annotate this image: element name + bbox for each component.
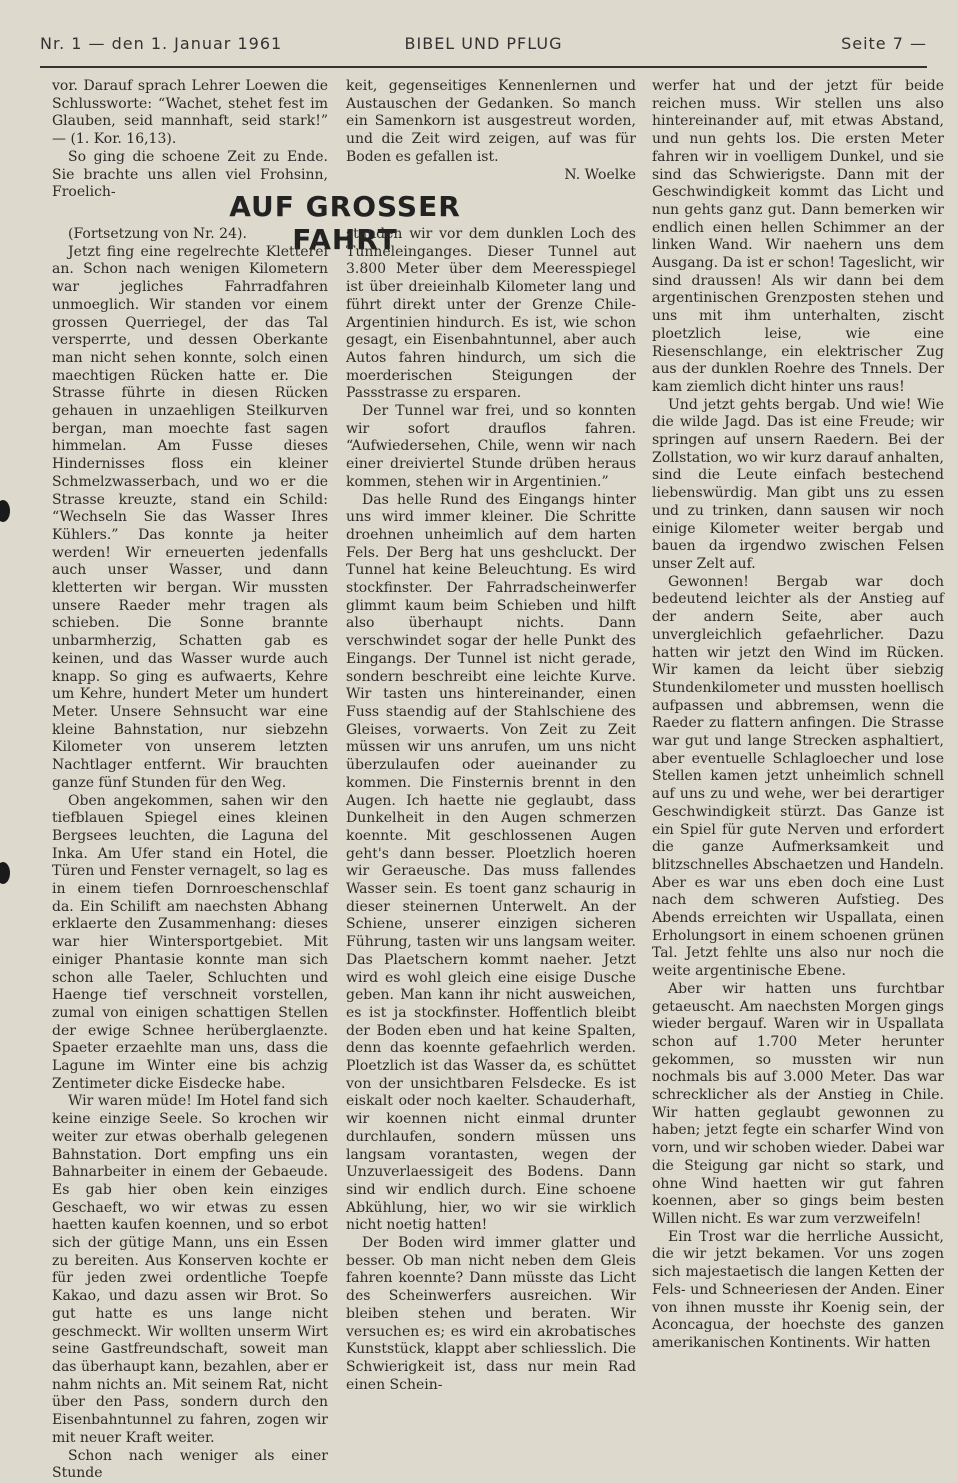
page-number: Seite 7 — bbox=[841, 34, 927, 53]
author-signature: N. Woelke bbox=[564, 166, 636, 183]
paragraph: keit, gegenseitiges Kennenlernen und Austauschen der Gedanken. So manch ein Samenkorn ist ausgestreut worden, und die Zeit wird zeigen, auf was für Boden es gefallen ist. bbox=[346, 78, 636, 165]
issue-date: Nr. 1 — den 1. Januar 1961 bbox=[40, 34, 283, 53]
paragraph: Oben angekommen, sahen wir den tiefblauen Spiegel eines kleinen Bergsees leuchten, die Laguna del Inka. Am Ufer stand ein Hotel, die Türen und Fenster vernagelt, so lag es in einem tiefen Dornroeschenschlaf da. Ein Schilift am naechsten Abhang erklaerte den Zusammenhang: dieses war hier Wintersportgebiet. Mit einiger Phantasie konnte man sich schon alle Taeler, Schluchten und Haenge tief verschneit vorstellen, zumal von einigen schattigen Stellen der ewige Schnee herüberglaenzte. Spaeter erzaehlte man uns, dass die Lagune im Winter eine bis achzig Zentimeter dicke Eisdecke habe. bbox=[52, 792, 328, 1092]
previous-article-column-2 bbox=[346, 78, 636, 190]
paragraph: Das helle Rund des Eingangs hinter uns wird immer kleiner. Die Schritte droehnen unheimlich auf dem harten Fels. Der Berg hat uns geshcluckt. Der Tunnel hat keine Beleuchtung. Es wird stockfinster. Der Fahrradscheinwerfer glimmt kaum beim Schieben und hilft also überhaupt nichts. Dann verschwindet sogar der helle Punkt des Eingangs. Der Tunnel ist nicht gerade, sondern beschreibt eine leichte Kurve. Wir tasten uns hintereinander, einen Fuss staendig auf der Stahlschiene des Gleises, vorwaerts. Von Zeit zu Zeit müssen wir uns anrufen, um uns nicht überzulaufen oder aueinander zu kommen. Die Finsternis brennt in den Augen. Ich haette nie geglaubt, dass Dunkelheit in den Augen schmerzen koennte. Mit geschlossenen Augen geht's dann besser. Ploetzlich hoeren wir Geraeusche. Das muss fallendes Wasser sein. Es toent ganz schaurig in dieser steinernen Unterwelt. An der Schiene, unserer einzigen sicheren Führung, tasten wir uns langsam weiter. Das Plaetschern kommt naeher. Jetzt wird es wohl gleich eine eisige Dusche geben. Man kann ihr nicht ausweichen, es ist ja stockfinster. Hoffentlich bleibt der Boden eben und hat keine Spalten, denn das koennte gefaehrlich werden. Ploetzlich ist das Wasser da, es schüttet von der unsichtbaren Felsdecke. Es ist eiskalt oder noch kaelter. Schauderhaft, wir koennen nicht einmal drunter durchlaufen, sondern müssen uns langsam vorantasten, wegen der Unzuverlaessigeit des Bodens. Dann sind wir endlich durch. Eine schoene Abkühlung, hier, wo wir sie wirklich nicht noetig hatten! bbox=[346, 491, 636, 1234]
paragraph: Schon nach weniger als einer Stunde bbox=[52, 1447, 328, 1482]
page-header bbox=[40, 30, 927, 68]
binder-hole bbox=[0, 862, 10, 884]
paragraph: standen wir vor dem dunklen Loch des Tunneleinganges. Dieser Tunnel aut 3.800 Meter über dem Meeresspiegel ist über dreieinhalb Kilometer lang und führt direkt unter der Grenze Chile-Argentinien hindurch. Es ist, wie schon gesagt, ein Eisenbahntunnel, aber auch Autos fahren hindurch, um sich die moerderischen Steigungen der Passstrasse zu ersparen. bbox=[346, 226, 636, 402]
publication-title: BIBEL UND PFLUG bbox=[404, 34, 563, 53]
paragraph: werfer hat und der jetzt für beide reichen muss. Wir stellen uns also hintereinander auf, mit etwas Abstand, und nun gehts los. Die ersten Meter fahren wir in voelligem Dunkel, und sie sind das Schwierigste. Dann mit der Geschwindigkeit kommt das Licht und nun gehts ganz gut. Dann bemerken wir endlich einen hellen Schimmer an der linken Wand. Wir naehern uns dem Ausgang. Da ist er schon! Tageslicht, wir sind draussen! Als wir dann bei dem argentinischen Grenzposten stehen und uns mit ihm unterhalten, zischt ploetzlich leise, wie eine Riesenschlange, ein elektrischer Zug aus der dunklen Roehre des Tnnels. Der kam ziemlich dicht hinter uns raus! bbox=[652, 78, 944, 395]
binder-hole bbox=[0, 500, 10, 522]
article-column-3 bbox=[652, 78, 944, 1376]
paragraph: Und jetzt gehts bergab. Und wie! Wie die wilde Jagd. Das ist eine Freude; wir springen auf unsern Raedern. Bei der Zollstation, wo wir kurz darauf anhalten, sind die Leute einfach bestechend liebenswürdig. Man gibt uns zu essen und zu trinken, dann sausen wir noch einige Kilometer weiter bergab und bauen da irgendwo zwischen Felsen unser Zelt auf. bbox=[652, 396, 944, 572]
previous-article-column-1 bbox=[52, 78, 328, 201]
paragraph: vor. Darauf sprach Lehrer Loewen die Schlussworte: “Wachet, stehet fest im Glauben, seid mannhaft, seid stark!” — (1. Kor. 16,13). bbox=[52, 78, 328, 148]
paragraph: Ein Trost war die herrliche Aussicht, die wir jetzt bekamen. Vor uns zogen sich majestaetisch die langen Ketten der Fels- und Schneeriesen der Anden. Einer von ihnen musste ihr Koenig sein, der Aconcagua, der hoechste des ganzen amerikanischen Kontinents. Wir hatten bbox=[652, 1228, 944, 1351]
paragraph: So ging die schoene Zeit zu Ende. Sie brachte uns allen viel Frohsinn, Froelich- bbox=[52, 148, 328, 201]
article-column-1 bbox=[52, 226, 328, 1482]
paragraph: Aber wir hatten uns furchtbar getaeuscht. Am naechsten Morgen gings wieder bergauf. Waren wir in Uspallata schon auf 1.700 Meter herunter gekommen, so mussten wir nun nochmals bis auf 3.000 Meter. Das war schrecklicher als der Anstieg in Chile. Wir hatten geglaubt gewonnen zu haben; jetzt fegte ein scharfer Wind von vorn, und wir schoben wieder. Dabei war die Steigung gar nicht so stark, und ohne Wind haetten wir gut fahren koennen, aber so gings beim besten Willen nicht. Es war zum verzweifeln! bbox=[652, 980, 944, 1227]
article-title: AUF GROSSER FAHRT bbox=[229, 190, 461, 256]
continuation-note: (Fortsetzung von Nr. 24). bbox=[68, 226, 247, 242]
paragraph: Der Boden wird immer glatter und besser. Ob man nicht neben dem Gleis fahren koennte? Dann müsste das Licht des Scheinwerfers ausreichen. Wir bleiben stehen und beraten. Wir versuchen es; es wird ein akrobatisches Kunststück, klappt aber schliesslich. Die Schwierigkeit ist, dass nur mein Rad einen Schein- bbox=[346, 1235, 636, 1393]
article-column-2 bbox=[346, 226, 636, 1393]
paragraph: Gewonnen! Bergab war doch bedeutend leichter als der Anstieg auf der andern Seite, aber auch unvergleichlich gefaehrlicher. Dazu hatten wir jetzt den Wind im Rücken. Wir kamen da leicht über siebzig Stundenkilometer und mussten hoellisch aufpassen und abbremsen, wenn die Raeder zu flattern anfingen. Die Strasse war gut und lange Strecken asphaltiert, aber eventuelle Schlagloecher und lose Stellen kamen jetzt unheimlich schnell auf uns zu und wehe, wer bei derartiger Geschwindigkeit stürzt. Das Ganze ist ein Spiel für gute Nerven und erfordert die ganze Aufmerksamkeit und blitzschnelles Abschaetzen und Handeln. Aber es war uns eben doch eine Lust nach dem schweren Aufstieg. Des Abends erreichten wir Uspallata, einen Erholungsort in einem schoenen grünen Tal. Jetzt fehlte uns also nur noch die weite argentinische Ebene. bbox=[652, 573, 944, 980]
paragraph: Jetzt fing eine regelrechte Kletterei an. Schon nach wenigen Kilometern war jegliches Fahrradfahren unmoeglich. Wir standen vor einem grossen Querriegel, der das Tal versperrte, und dessen Oberkante man nicht sehen konnte, solch einen maechtigen Rücken hatte er. Die Strasse führte in diesen Rücken gehauen in unzaehligen Steilkurven bergan, man moechte fast sagen himmelan. Am Fusse dieses Hindernisses floss ein kleiner Schmelzwasserbach, und wo er die Strasse kreuzte, stand ein Schild: “Wechseln Sie das Wasser Ihres Kühlers.” Das konnte ja heiter werden! Wir erneuerten jedenfalls auch unser Wasser, und dann kletterten wir bergan. Wir mussten unsere Raeder mehr tragen als schieben. Die Sonne brannte unbarmherzig, Schatten gab es keinen, und das Wasser wurde auch knapp. So ging es aufwaerts, Kehre um Kehre, hundert Meter um hundert Meter. Unsere Sehnsucht war eine kleine Bahnstation, nur siebzehn Kilometer von unserem letzten Nachtlager entfernt. Wir brauchten ganze fünf Stunden für den Weg. bbox=[52, 243, 328, 791]
paragraph: Wir waren müde! Im Hotel fand sich keine einzige Seele. So krochen wir weiter zur etwas oberhalb gelegenen Bahnstation. Dort empfing uns ein Bahnarbeiter in einem der Gebaeude. Es gab hier oben kein einziges Geschaeft, wo wir etwas zu essen haetten kaufen koennen, und so erbot sich der gütige Mann, uns ein Essen zu bereiten. Aus Konserven kochte er für jeden zwei ordentliche Toepfe Kakao, und dazu assen wir Brot. So gut hatte es uns lange nicht geschmeckt. Wir wollten unserm Wirt seine Gastfreundschaft, soweit man das überhaupt kann, bezahlen, aber er nahm nichts an. Mit seinem Rat, nicht über den Pass, sondern durch den Eisenbahntunnel zu fahren, zogen wir mit neuer Kraft weiter. bbox=[52, 1093, 328, 1446]
paragraph: Der Tunnel war frei, und so konnten wir sofort drauflos fahren. “Aufwiedersehen, Chile, wenn wir nach einer dreiviertel Stunde drüben heraus kommen, stehen wir in Argentinien.” bbox=[346, 403, 636, 490]
